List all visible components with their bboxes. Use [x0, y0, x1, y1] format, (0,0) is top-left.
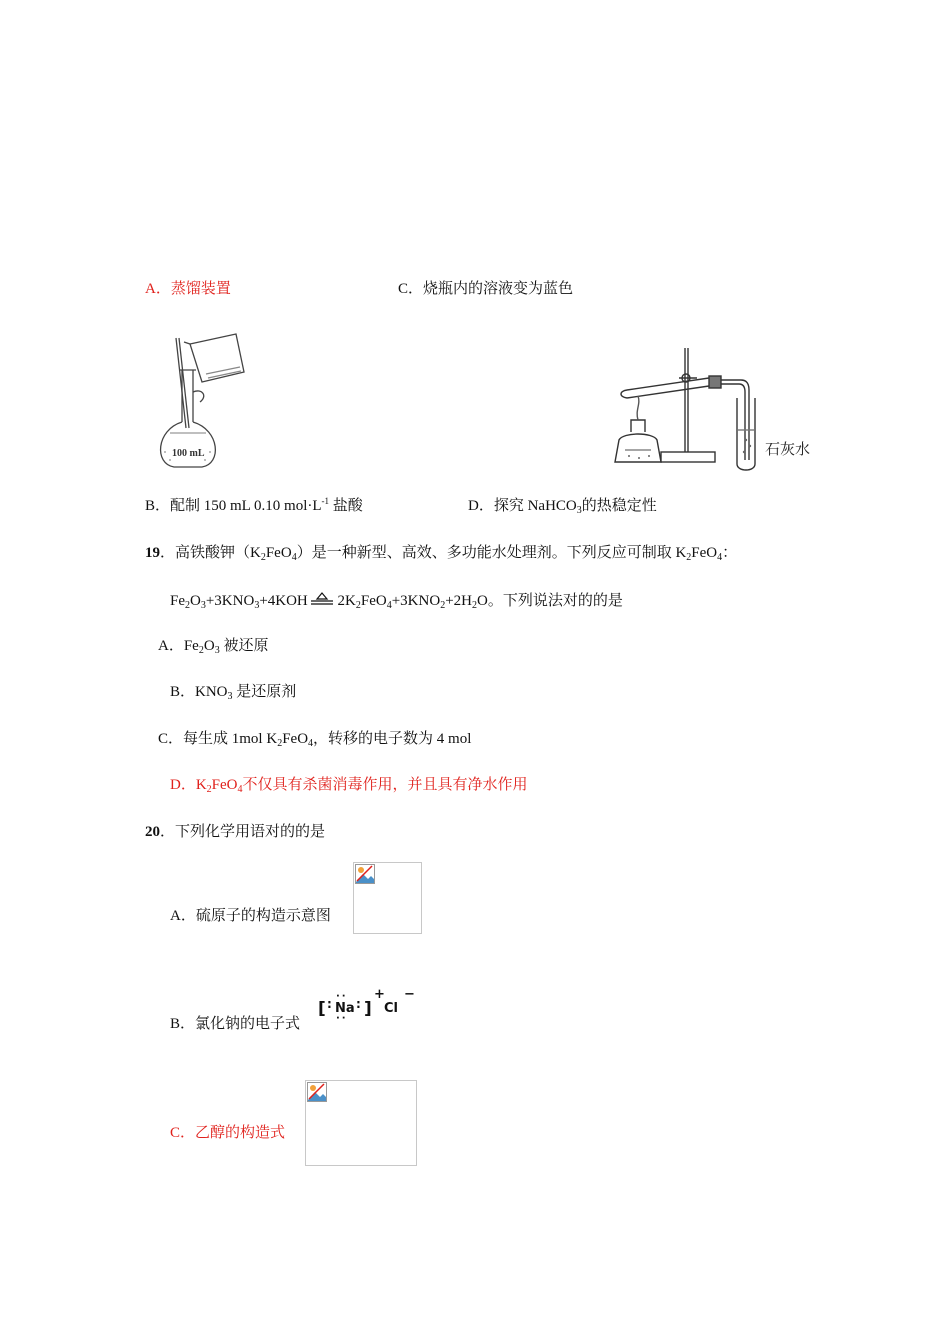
subscript: 3: [214, 645, 220, 656]
subscript: 2: [686, 552, 692, 563]
eq-text: +4KOH: [259, 593, 308, 609]
q18-option-d-text: D．探究 NaHCO: [468, 498, 577, 514]
eq-text: O。下列说法对的的是: [476, 593, 623, 609]
q18-option-d: [468, 494, 657, 515]
option-text: B．KNO: [170, 684, 228, 700]
stem-text: ）是一种新型、高效、多功能水处理剂。下列反应可制取 K: [296, 545, 687, 561]
option-text: O: [203, 638, 215, 654]
q18-option-b: [145, 494, 363, 515]
stem-text: ．高铁酸钾（K: [160, 545, 261, 561]
eq-text: +3KNO: [205, 593, 255, 609]
subscript: 2: [206, 784, 212, 795]
subscript: 2: [185, 600, 190, 611]
q19-equation: [170, 589, 623, 610]
bracket-left: [: [318, 999, 326, 1019]
subscript: 4: [717, 552, 723, 563]
electron-dots-right: :: [356, 997, 361, 1011]
q18-option-b-text-end: 盐酸: [329, 498, 363, 514]
option-text: C．每生成 1mol K: [158, 731, 278, 747]
q19-option-d: [170, 773, 528, 794]
eq-text: FeO: [360, 593, 387, 609]
q18-option-c: C．烧瓶内的溶液变为蓝色: [398, 281, 574, 297]
q20-stem: [145, 820, 325, 841]
volumetric-flask-figure: [150, 330, 260, 470]
eq-text: O: [190, 593, 201, 609]
chlorine-symbol: Cl: [384, 1001, 398, 1016]
q19-option-c: [158, 727, 471, 748]
electron-dots-top: ··: [336, 991, 348, 1002]
stem-text: ．下列化学用语对的的是: [160, 824, 326, 840]
stem-text: FeO: [265, 545, 292, 561]
electron-dots-bottom: ··: [336, 1013, 348, 1024]
eq-text: 2K: [333, 593, 356, 609]
subscript: 3: [227, 691, 233, 702]
eq-text: Fe: [170, 593, 185, 609]
q19-option-b: [170, 680, 296, 701]
nacl-electron-formula: [318, 985, 418, 1029]
subscript: 3: [200, 600, 206, 611]
q20-option-b: B．氯化钠的电子式: [170, 1016, 301, 1032]
nahco3-heating-apparatus-figure: [605, 340, 825, 475]
eq-text: +2H: [445, 593, 472, 609]
subscript: 4: [386, 600, 392, 611]
subscript: 2: [355, 600, 361, 611]
option-text: 不仅具有杀菌消毒作用，并且具有净水作用: [242, 777, 528, 793]
option-text: FeO: [211, 777, 238, 793]
charge-plus: +: [374, 987, 385, 1002]
flask-volume-label: 100 mL: [172, 448, 205, 459]
electron-dots-left: :: [327, 997, 332, 1011]
charge-minus: −: [404, 987, 415, 1002]
subscript: 3: [576, 505, 582, 516]
subscript: 2: [198, 645, 204, 656]
stem-text: FeO: [691, 545, 718, 561]
q19-option-a: [158, 634, 268, 655]
option-text: ，转移的电子数为 4 mol: [313, 731, 472, 747]
question-number: 20: [145, 824, 160, 840]
q18-option-b-text: B．配制 150 mL 0.10 mol·L: [145, 498, 322, 514]
subscript: 4: [291, 552, 297, 563]
bracket-right: ]: [364, 999, 372, 1019]
q19-stem: [145, 541, 737, 562]
subscript: 4: [308, 738, 314, 749]
broken-image-icon: [355, 864, 375, 884]
q20-option-a: A．硫原子的构造示意图: [170, 908, 331, 924]
subscript: 2: [260, 552, 266, 563]
subscript: 2: [471, 600, 477, 611]
heating-equals-sign-icon: [310, 592, 334, 606]
q18-option-d-text-end: 的热稳定性: [581, 498, 657, 514]
eq-text: +3KNO: [391, 593, 441, 609]
broken-image-placeholder: [305, 1080, 417, 1166]
option-text: FeO: [282, 731, 309, 747]
option-text: 是还原剂: [232, 684, 297, 700]
subscript: 2: [277, 738, 283, 749]
limewater-label: 石灰水: [765, 440, 811, 458]
q20-option-c: C．乙醇的构造式: [170, 1125, 286, 1141]
question-number: 19: [145, 545, 160, 561]
option-text: 被还原: [219, 638, 269, 654]
broken-image-icon: [307, 1082, 327, 1102]
subscript: 4: [237, 784, 243, 795]
option-text: A．Fe: [158, 638, 199, 654]
subscript: 2: [440, 600, 446, 611]
stem-text: ：: [722, 545, 738, 561]
superscript: -1: [321, 496, 330, 506]
broken-image-placeholder: [353, 862, 422, 934]
subscript: 3: [254, 600, 260, 611]
option-text: D．K: [170, 777, 207, 793]
q18-option-a: A．蒸馏装置: [145, 281, 231, 297]
sodium-symbol: Na: [335, 1001, 355, 1016]
